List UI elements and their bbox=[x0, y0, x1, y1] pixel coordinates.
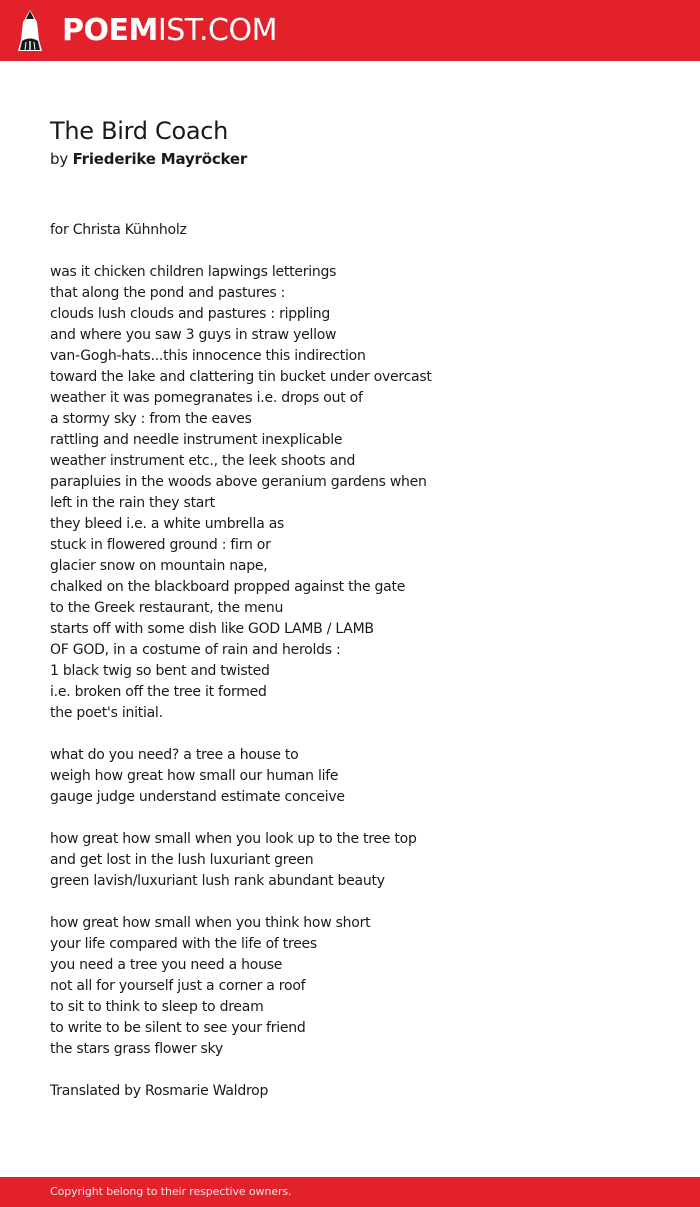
poem-line: weather it was pomegranates i.e. drops out of bbox=[50, 390, 363, 406]
poem-line: weigh how great how small our human life bbox=[50, 768, 339, 784]
poem-line: they bleed i.e. a white umbrella as bbox=[50, 516, 285, 532]
poem-line: a stormy sky : from the eaves bbox=[50, 411, 252, 427]
site-header bbox=[0, 0, 700, 61]
stanza-break bbox=[50, 892, 650, 913]
poem-line: i.e. broken off the tree it formed bbox=[50, 684, 267, 700]
poem-title: The Bird Coach bbox=[50, 117, 229, 145]
poem-line: clouds lush clouds and pastures : rippling bbox=[50, 306, 331, 322]
poem-line: OF GOD, in a costume of rain and herolds : bbox=[50, 642, 341, 658]
poem-line: chalked on the blackboard propped against the gate bbox=[50, 579, 406, 595]
poem-line: 1 black twig so bent and twisted bbox=[50, 663, 270, 679]
poem-line: for Christa Kühnholz bbox=[50, 222, 187, 238]
poem-line: weather instrument etc., the leek shoots and bbox=[50, 453, 356, 469]
poem-line: starts off with some dish like GOD LAMB / LAMB bbox=[50, 621, 374, 637]
poem-line: rattling and needle instrument inexplicable bbox=[50, 432, 343, 448]
poem-line: not all for yourself just a corner a roof bbox=[50, 978, 306, 994]
poem-line: toward the lake and clattering tin bucket under overcast bbox=[50, 369, 432, 385]
poem-line: van-Gogh-hats...this innocence this indirection bbox=[50, 348, 366, 364]
poem-line: was it chicken children lapwings letterings bbox=[50, 264, 337, 280]
poem-line: parapluies in the woods above geranium gardens when bbox=[50, 474, 427, 490]
poem-line: and get lost in the lush luxuriant green bbox=[50, 852, 314, 868]
pencil-logo-icon[interactable] bbox=[17, 10, 43, 51]
poem-body bbox=[50, 220, 650, 1102]
poem-line: how great how small when you look up to the tree top bbox=[50, 831, 417, 847]
logo-bold-text: POEM bbox=[62, 13, 158, 48]
byline bbox=[50, 148, 650, 170]
poem-line: and where you saw 3 guys in straw yellow bbox=[50, 327, 337, 343]
stanza-break bbox=[50, 724, 650, 745]
poem-line: green lavish/luxuriant lush rank abundant beauty bbox=[50, 873, 385, 889]
poem-line: what do you need? a tree a house to bbox=[50, 747, 299, 763]
poem-line: your life compared with the life of trees bbox=[50, 936, 317, 952]
poem-content bbox=[50, 115, 650, 1102]
poem-line: left in the rain they start bbox=[50, 495, 215, 511]
poem-line: how great how small when you think how short bbox=[50, 915, 371, 931]
poem-line: to sit to think to sleep to dream bbox=[50, 999, 264, 1015]
site-footer bbox=[0, 1177, 700, 1207]
site-logo[interactable] bbox=[62, 13, 277, 49]
poem-line: to write to be silent to see your friend bbox=[50, 1020, 306, 1036]
by-label: by bbox=[50, 150, 68, 168]
poem-line: that along the pond and pastures : bbox=[50, 285, 286, 301]
logo-light-text: IST.COM bbox=[157, 13, 277, 48]
stanza-break bbox=[50, 241, 650, 262]
poem-line: the stars grass flower sky bbox=[50, 1041, 223, 1057]
poem-line: Translated by Rosmarie Waldrop bbox=[50, 1083, 269, 1099]
poem-line: to the Greek restaurant, the menu bbox=[50, 600, 284, 616]
copyright-text: Copyright belong to their respective owners. bbox=[50, 1185, 292, 1198]
author-name: Friederike Mayröcker bbox=[72, 150, 248, 168]
stanza-break bbox=[50, 1060, 650, 1081]
poem-line: gauge judge understand estimate conceive bbox=[50, 789, 345, 805]
poem-line: the poet's initial. bbox=[50, 705, 163, 721]
stanza-break bbox=[50, 808, 650, 829]
poem-line: glacier snow on mountain nape, bbox=[50, 558, 268, 574]
poem-line: stuck in flowered ground : firn or bbox=[50, 537, 271, 553]
poem-line: you need a tree you need a house bbox=[50, 957, 283, 973]
